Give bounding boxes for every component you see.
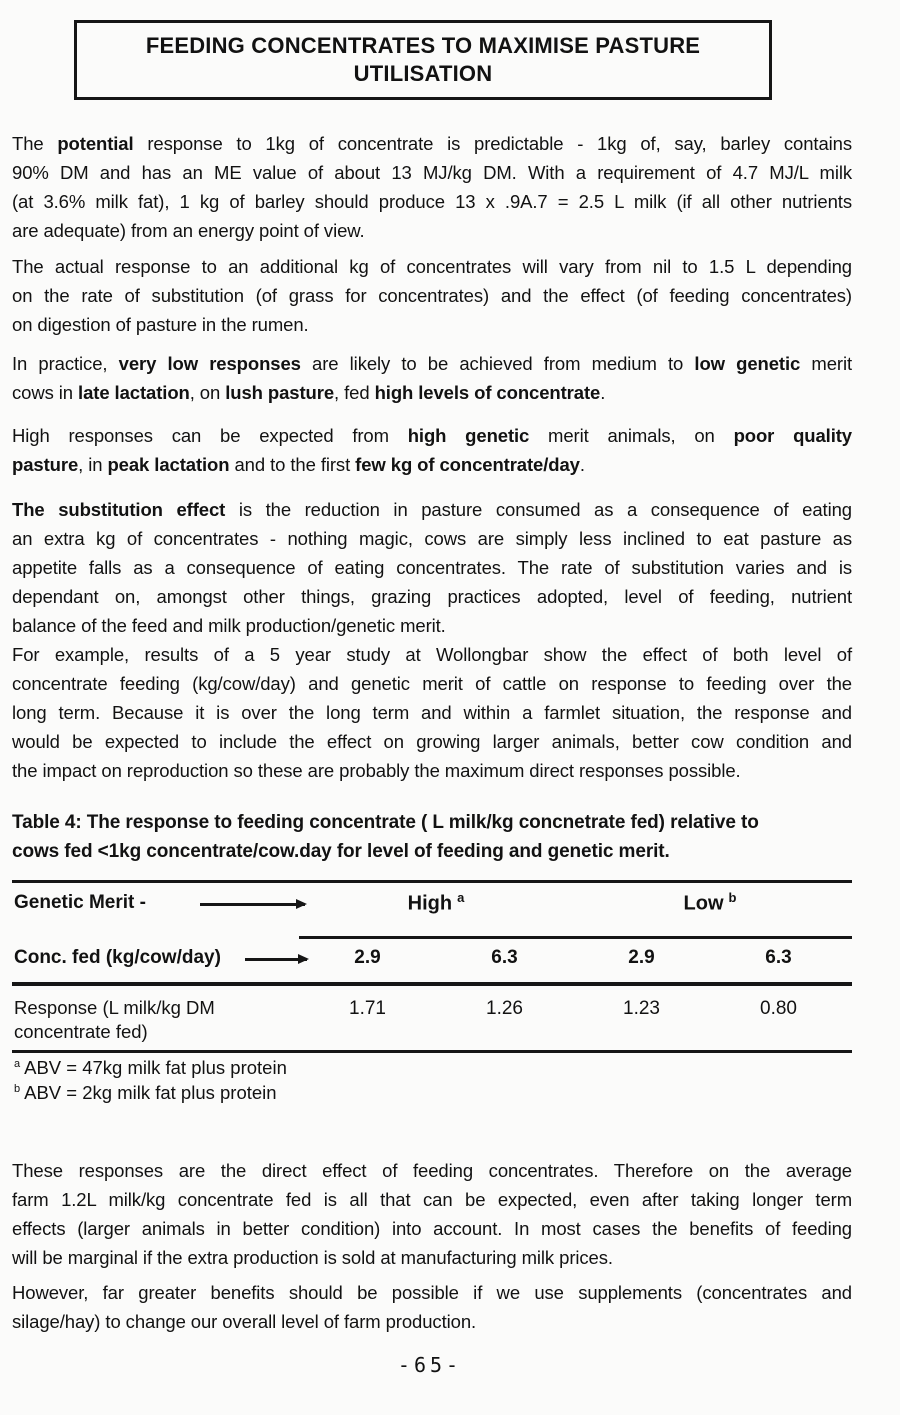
table-header-high xyxy=(299,890,573,916)
conc-value-low-2-9: 2.9 xyxy=(628,947,655,968)
response-label-line-1: Response (L milk/kg DM xyxy=(14,997,215,1018)
response-value-high-2-9: 1.71 xyxy=(349,998,386,1019)
table-rule-top xyxy=(12,880,852,883)
paragraph-wollongbar-study xyxy=(12,640,852,785)
paragraph-high-responses xyxy=(12,421,852,479)
text-line: will be marginal if the extra production is sold at manufacturing milk prices. xyxy=(12,1247,613,1268)
table-footnote-a xyxy=(14,1057,287,1079)
response-label-line-2: concentrate fed) xyxy=(14,1021,148,1042)
text-line: appetite falls as a consequence of eating concentrates. The rate of substitution varies and is xyxy=(12,557,852,578)
response-value-high-6-3: 1.26 xyxy=(486,998,523,1019)
table-4 xyxy=(12,880,852,1115)
text-line: Table 4: The response to feeding concentrate ( L milk/kg concnetrate fed) relative to xyxy=(12,812,759,833)
text-line: the impact on reproduction so these are probably the maximum direct responses possible. xyxy=(12,760,741,781)
paragraph-potential-response xyxy=(12,129,852,245)
table-rule-mid xyxy=(12,982,852,986)
response-value-low-6-3: 0.80 xyxy=(760,998,797,1019)
text-line: dependant on, amongst other things, grazing practices adopted, level of feeding, nutrient xyxy=(12,586,852,607)
footnote-a-superscript: a xyxy=(14,1057,21,1070)
table-header-genetic-merit: Genetic Merit - xyxy=(14,892,146,913)
text-line: (at 3.6% milk fat), 1 kg of barley should produce 13 x .9A.7 = 2.5 L milk (if all other nutrients xyxy=(12,191,852,212)
table-caption xyxy=(12,808,852,866)
paragraph-direct-effect xyxy=(12,1156,852,1272)
title-box xyxy=(74,20,772,100)
text-line: on digestion of pasture in the rumen. xyxy=(12,314,309,335)
text-line: long term. Because it is over the long term and within a farmlet situation, the response and xyxy=(12,702,852,723)
page-number: -65- xyxy=(397,1353,463,1377)
right-arrow-icon xyxy=(200,903,305,906)
conc-value-high-2-9: 2.9 xyxy=(354,947,381,968)
conc-value-low-6-3: 6.3 xyxy=(765,947,792,968)
table-header-conc-fed: Conc. fed (kg/cow/day) xyxy=(14,947,221,968)
text-line: 90% DM and has an ME value of about 13 MJ/kg DM. With a requirement of 4.7 MJ/L milk xyxy=(12,162,852,183)
table-rule-under-merit-headers xyxy=(299,936,852,939)
table-footnote-b xyxy=(14,1082,277,1104)
text-line: The actual response to an additional kg of concentrates will vary from nil to 1.5 L depending xyxy=(12,256,852,277)
footnote-b-superscript: b xyxy=(14,1082,21,1095)
text-line: would be expected to include the effect on growing larger animals, better cow condition and xyxy=(12,731,852,752)
text-line: cows fed <1kg concentrate/cow.day for level of feeding and genetic merit. xyxy=(12,841,670,862)
text-line: The potential response to 1kg of concentrate is predictable - 1kg of, say, barley contains xyxy=(12,133,852,154)
table-rule-bottom xyxy=(12,1050,852,1053)
high-label: High xyxy=(407,892,453,915)
paragraph-very-low-responses xyxy=(12,349,852,407)
text-line: on the rate of substitution (of grass for concentrates) and the effect (of feeding concentrates) xyxy=(12,285,852,306)
text-line: However, far greater benefits should be possible if we use supplements (concentrates and xyxy=(12,1282,852,1303)
text-line: concentrate feeding (kg/cow/day) and genetic merit of cattle on response to feeding over the xyxy=(12,673,852,694)
text-line: High responses can be expected from high genetic merit animals, on poor quality xyxy=(12,425,852,446)
text-line: pasture, in peak lactation and to the first few kg of concentrate/day. xyxy=(12,454,585,475)
footnote-a-text: ABV = 47kg milk fat plus protein xyxy=(24,1057,287,1078)
table-header-low xyxy=(573,890,847,916)
text-line: In practice, very low responses are likely to be achieved from medium to low genetic merit xyxy=(12,353,853,374)
low-superscript: b xyxy=(728,890,737,905)
response-row-label xyxy=(14,996,294,1044)
text-line: balance of the feed and milk production/genetic merit. xyxy=(12,615,446,636)
text-line: The substitution effect is the reduction in pasture consumed as a consequence of eating xyxy=(12,499,852,520)
high-superscript: a xyxy=(457,890,465,905)
text-line: For example, results of a 5 year study at Wollongbar show the effect of both level of xyxy=(12,644,852,665)
text-line: farm 1.2L milk/kg concentrate fed is all that can be expected, even after taking longer term xyxy=(12,1189,852,1210)
conc-value-high-6-3: 6.3 xyxy=(491,947,518,968)
paragraph-actual-response xyxy=(12,252,852,339)
text-line: These responses are the direct effect of feeding concentrates. Therefore on the average xyxy=(12,1160,852,1181)
response-value-low-2-9: 1.23 xyxy=(623,998,660,1019)
text-line: silage/hay) to change our overall level of farm production. xyxy=(12,1311,477,1332)
right-arrow-icon xyxy=(245,958,307,961)
text-line: effects (larger animals in better condition) into account. In most cases the benefits of feeding xyxy=(12,1218,852,1239)
page-title-line-1: FEEDING CONCENTRATES TO MAXIMISE PASTURE xyxy=(145,33,701,58)
paragraph-substitution-effect xyxy=(12,495,852,640)
text-line: are adequate) from an energy point of view. xyxy=(12,220,365,241)
text-line: an extra kg of concentrates - nothing magic, cows are simply less inclined to eat pasture as xyxy=(12,528,852,549)
page-title-line-2: UTILISATION xyxy=(353,61,493,86)
paragraph-greater-benefits xyxy=(12,1278,852,1336)
low-label: Low xyxy=(683,892,724,915)
footnote-b-text: ABV = 2kg milk fat plus protein xyxy=(24,1082,277,1103)
text-line: cows in late lactation, on lush pasture, fed high levels of concentrate. xyxy=(12,382,606,403)
